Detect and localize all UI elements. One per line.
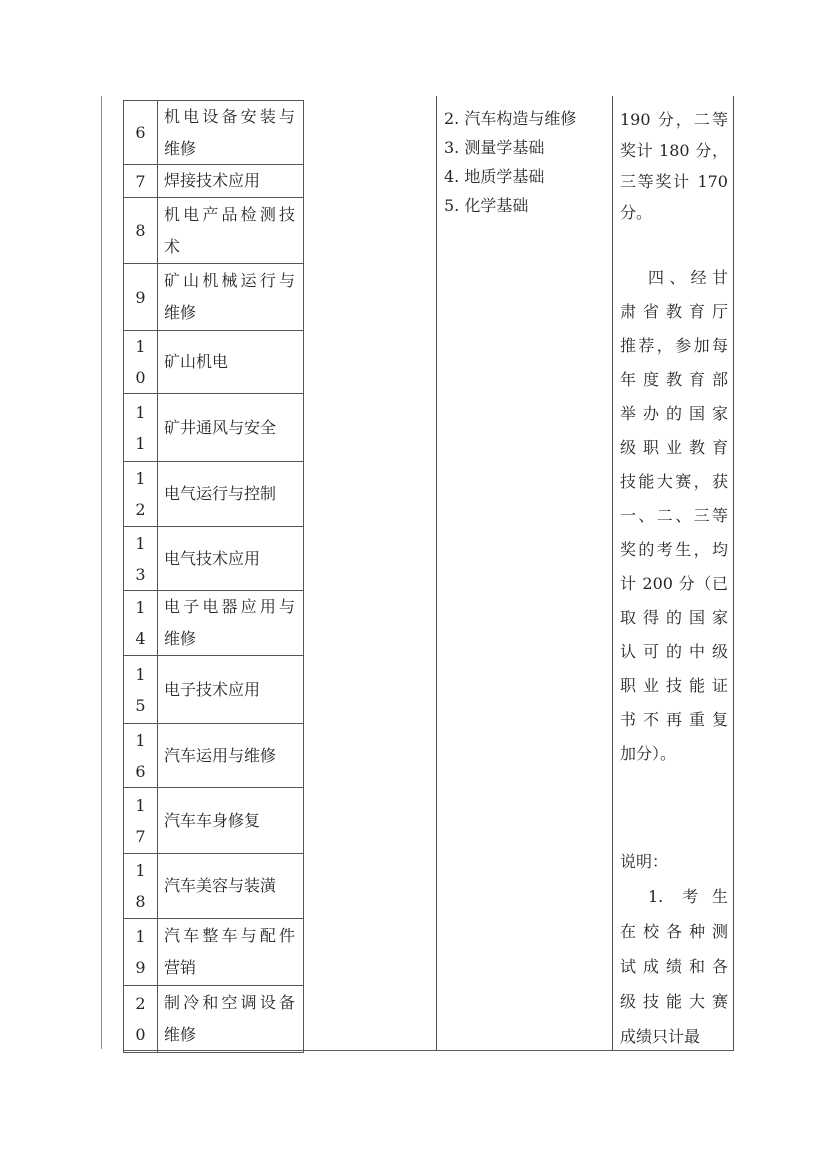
row-number-cell — [124, 788, 158, 853]
row-number-digit: 4 — [135, 629, 146, 648]
table-row — [124, 331, 303, 394]
table-row — [124, 724, 303, 788]
specialty-name-line: 电子电器应用与 — [164, 597, 295, 616]
text-line: 分。 — [620, 203, 653, 222]
row-number-cell — [124, 198, 158, 263]
row-number-digit: 1 — [135, 402, 146, 422]
table-row — [124, 462, 303, 527]
row-number-digit: 1 — [135, 861, 146, 880]
row-number-digit: 8 — [135, 892, 146, 911]
row-number-digit: 1 — [135, 730, 146, 750]
score-paragraph-note1 — [620, 879, 728, 1054]
text-line: 四、经甘 — [648, 268, 728, 287]
text-line: 取得的国家 — [620, 608, 728, 627]
table-row — [124, 264, 303, 331]
table-row — [124, 656, 303, 724]
row-number-digit: 2 — [135, 500, 146, 519]
score-paragraph-awards — [620, 104, 728, 228]
text-line: 试成绩和各 — [620, 957, 728, 976]
text-line: 一、二、三等 — [620, 506, 728, 525]
row-number-digit: 6 — [135, 761, 146, 781]
text-line: 书不再重复 — [620, 710, 728, 729]
text-line: 技能大赛，获 — [620, 472, 728, 491]
specialty-name-line: 制冷和空调设备 — [164, 993, 295, 1012]
row-number-cell — [124, 462, 158, 526]
row-number-digit: 9 — [135, 958, 146, 977]
row-number-cell — [124, 986, 158, 1052]
text-line: 年度教育部 — [620, 370, 728, 389]
column-divider-specialties-subjects — [436, 96, 437, 1051]
specialty-name-cell — [158, 724, 303, 787]
subject-item: 5. 化学基础 — [444, 196, 529, 215]
text-line: 举办的国家 — [620, 404, 728, 423]
row-number-digit: 5 — [135, 695, 146, 715]
text-line: 190 分，二等 — [620, 110, 728, 129]
row-number-cell — [124, 527, 158, 590]
specialty-name-cell — [158, 165, 303, 197]
specialty-name-cell — [158, 919, 303, 985]
outer-table-right-border — [733, 96, 734, 1051]
text-line: 在校各种测 — [620, 922, 728, 941]
row-number-cell — [124, 724, 158, 787]
specialty-name-cell — [158, 788, 303, 853]
specialty-name-line: 汽车整车与配件 — [164, 926, 295, 945]
row-number-digit: 3 — [135, 564, 146, 584]
specialty-name-line: 机电产品检测技 — [164, 204, 295, 224]
subject-item: 4. 地质学基础 — [444, 167, 545, 186]
table-row — [124, 198, 303, 264]
text-line: 推荐，参加每 — [620, 336, 728, 355]
specialty-name-line: 术 — [164, 236, 181, 256]
specialty-name-cell — [158, 527, 303, 590]
text-line: 级技能大赛 — [620, 992, 728, 1011]
row-number-cell — [124, 394, 158, 461]
specialty-name-line: 机电设备安装与 — [164, 106, 295, 126]
text-line: 级职业教育 — [620, 438, 728, 457]
table-row — [124, 591, 303, 656]
row-number-cell — [124, 165, 158, 197]
row-number-cell — [124, 919, 158, 985]
subjects-list — [444, 104, 609, 220]
table-row — [124, 788, 303, 854]
table-row — [124, 101, 303, 165]
specialty-name-cell — [158, 854, 303, 918]
row-number-digit: 0 — [135, 1025, 146, 1044]
specialty-name-line: 维修 — [164, 138, 197, 158]
specialty-name-line: 维修 — [164, 1025, 197, 1044]
row-number-digit: 1 — [135, 795, 146, 815]
row-number-digit: 7 — [135, 171, 146, 191]
specialty-name-line: 维修 — [164, 629, 197, 648]
row-number-digit: 9 — [135, 287, 146, 307]
specialty-name-cell — [158, 198, 303, 263]
specialty-name-cell — [158, 591, 303, 655]
row-number-cell — [124, 331, 158, 393]
specialty-name-cell — [158, 986, 303, 1052]
specialty-name-cell — [158, 101, 303, 164]
text-line: 奖的考生，均 — [620, 540, 728, 559]
text-line: 计 200 分（已 — [620, 574, 728, 593]
row-number-digit: 1 — [135, 927, 146, 946]
specialty-name-line: 汽车美容与装潢 — [164, 876, 277, 895]
row-number-cell — [124, 591, 158, 655]
row-number-digit: 7 — [135, 826, 146, 846]
row-number-digit: 1 — [135, 433, 146, 453]
row-number-digit: 6 — [135, 123, 146, 142]
specialty-name-line: 电子技术应用 — [164, 679, 261, 699]
subject-item: 2. 汽车构造与维修 — [444, 109, 577, 128]
row-number-digit: 0 — [135, 368, 146, 387]
specialty-name-line: 汽车车身修复 — [164, 810, 261, 830]
row-number-cell — [124, 854, 158, 918]
specialty-name-cell — [158, 394, 303, 461]
row-number-cell — [124, 656, 158, 723]
row-number-digit: 1 — [135, 598, 146, 617]
row-number-digit: 1 — [135, 664, 146, 684]
table-row — [124, 394, 303, 462]
row-number-digit: 2 — [135, 994, 146, 1013]
column-divider-subjects-scores — [612, 96, 613, 1051]
table-row — [124, 165, 303, 198]
specialty-name-cell — [158, 462, 303, 526]
specialty-name-cell — [158, 656, 303, 723]
table-row — [124, 854, 303, 919]
score-paragraph-section4 — [620, 261, 728, 771]
specialty-name-line: 焊接技术应用 — [164, 171, 261, 190]
specialty-name-line: 矿山机电 — [164, 352, 229, 371]
table-row — [124, 986, 303, 1052]
text-line: 肃省教育厅 — [620, 302, 728, 321]
score-paragraph-notes-title — [620, 844, 728, 879]
specialty-name-line: 维修 — [164, 303, 197, 322]
row-number-digit: 1 — [135, 533, 146, 553]
text-line: 奖计 180 分， — [620, 141, 728, 160]
specialty-name-line: 矿山机械运行与 — [164, 271, 295, 290]
row-number-digit: 1 — [135, 337, 146, 356]
table-row — [124, 919, 303, 986]
specialty-name-line: 营销 — [164, 958, 197, 977]
row-number-cell — [124, 101, 158, 164]
specialty-name-cell — [158, 331, 303, 393]
specialty-name-line: 矿井通风与安全 — [164, 417, 277, 437]
text-line: 成绩只计最 — [620, 1027, 701, 1046]
text-line: 认可的中级 — [620, 642, 728, 661]
subject-item: 3. 测量学基础 — [444, 138, 545, 157]
specialty-table — [123, 100, 304, 1053]
specialty-name-cell — [158, 264, 303, 330]
row-number-digit: 8 — [135, 221, 146, 240]
text-line: 三等奖计 170 — [620, 172, 728, 191]
text-line: 1. 考生 — [648, 887, 728, 906]
outer-table-left-border — [101, 96, 102, 1049]
text-line: 加分）。 — [620, 744, 677, 763]
table-row — [124, 527, 303, 591]
specialty-name-line: 汽车运用与维修 — [164, 745, 277, 765]
text-line: 说明： — [620, 852, 669, 871]
specialty-name-line: 电气运行与控制 — [164, 484, 277, 503]
text-line: 职业技能证 — [620, 676, 728, 695]
row-number-cell — [124, 264, 158, 330]
row-number-digit: 1 — [135, 469, 146, 488]
specialty-name-line: 电气技术应用 — [164, 548, 261, 568]
